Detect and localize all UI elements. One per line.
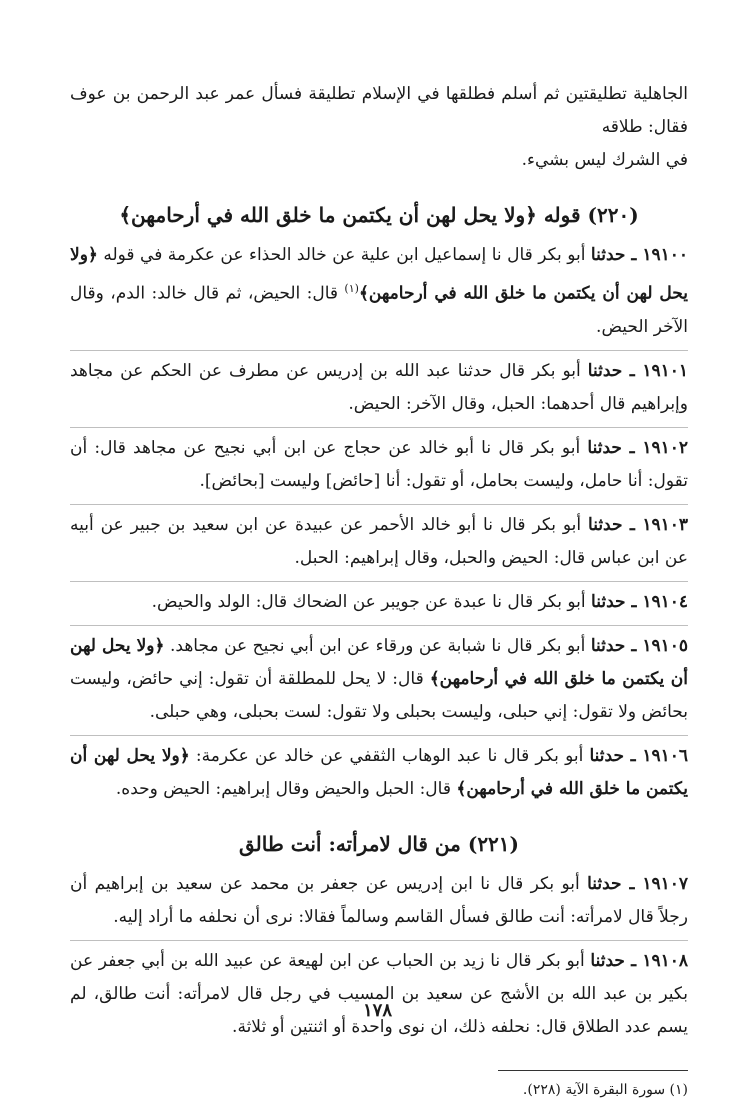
quran-quote: ﴿ولا يحل لهن أن يكتمن ما خلق الله في أرحامهن﴾: [70, 745, 688, 799]
footnote: (١) سورة البقرة الآية (٢٢٨).: [522, 1081, 688, 1098]
hadith-number: ١٩١٠٣ ـ حدثنا: [588, 514, 688, 535]
hadith-19102: [70, 432, 688, 498]
hadith-text-rest: قال: الحيض، ثم قال خالد: الدم، وقال الآخر الحيض.: [70, 283, 688, 337]
hadith-19108: [70, 945, 688, 1044]
hadith-number: ١٩١٠٥ ـ حدثنا: [590, 635, 688, 656]
hadith-text: أبو بكر قال نا زيد بن الحباب عن ابن لهيعة عن عبيد الله بن أبي جعفر عن بكير بن عبد الله بن الأشج عن سعيد بن المسيب في رجل قال لامرأته: أنت طالق، لم يسم عدد الطلاق قال: نحلفه ذلك، ان نوى واحدة أو اثنتين أو ثلاثة.: [70, 950, 688, 1037]
divider: [70, 504, 688, 505]
hadith-19107: [70, 868, 688, 934]
hadith-19103: [70, 509, 688, 575]
hadith-19105: [70, 630, 688, 729]
section-heading-220: (٢٢٠) قوله ﴿ولا يحل لهن أن يكتمن ما خلق الله في أرحامهن﴾: [119, 203, 639, 227]
hadith-number: ١٩١٠٧ ـ حدثنا: [587, 873, 689, 894]
intro-paragraph: [70, 78, 688, 177]
section-heading-221: (٢٢١) من قال لامرأته: أنت طالق: [238, 831, 520, 856]
hadith-number: ١٩١٠٦ ـ حدثنا: [589, 745, 689, 766]
hadith-text: أبو بكر قال نا عبدة عن جويبر عن الضحاك قال: الولد والحيض.: [151, 591, 592, 612]
hadith-text: أبو بكر قال نا إسماعيل ابن علية عن خالد الحذاء عن عكرمة في قوله: [97, 245, 591, 265]
hadith-19106: [70, 740, 688, 806]
divider: [70, 427, 688, 428]
divider: [70, 735, 688, 736]
hadith-text-rest: قال: الحبل والحيض وقال إبراهيم: الحيض وحده.: [115, 778, 457, 799]
hadith-text: أبو بكر قال حدثنا عبد الله بن إدريس عن مطرف عن الحكم عن مجاهد وإبراهيم قال أحدهما: الحبل، وقال الآخر: الحيض.: [70, 360, 688, 414]
footnote-divider: [498, 1070, 688, 1071]
hadith-number: ١٩١٠١ ـ حدثنا: [587, 360, 688, 381]
divider: [70, 581, 688, 582]
hadith-number: ١٩١٠٨ ـ حدثنا: [590, 950, 688, 971]
hadith-text-rest: قال: لا يحل للمطلقة أن تقول: إني حائض، وليست بحائض ولا تقول: إني حبلى، وليست بحبلى ولا تقول: لست بحبلى، وهي حبلى.: [70, 668, 688, 722]
page-number: ١٧٨: [362, 1000, 392, 1021]
hadith-number: ١٩١٠٠ ـ حدثنا: [590, 245, 688, 265]
intro-line-1: الجاهلية تطليقتين ثم أسلم فطلقها في الإسلام تطليقة فسأل عمر عبد الرحمن بن عوف فقال: طلاقه: [70, 84, 688, 137]
hadith-19104: [70, 586, 688, 619]
hadith-text: أبو بكر قال نا أبو خالد عن حجاج عن ابن أبي نجيح عن مجاهد قال: أن تقول: أنا حامل، وليست بحامل، أو تقول: أنا [حائض] وليست [بحائض].: [70, 437, 688, 491]
hadith-number: ١٩١٠٢ ـ حدثنا: [587, 437, 688, 458]
page-body: [70, 78, 688, 1101]
divider: [70, 350, 688, 351]
divider: [70, 940, 688, 941]
hadith-text: أبو بكر قال نا ابن إدريس عن جعفر بن محمد عن سعيد بن إبراهيم أن رجلاً قال لامرأته: أنت طالق فسأل القاسم وسالماً فقالا: نرى أن نحلفه ما أراد إليه.: [70, 873, 688, 927]
hadith-text: أبو بكر قال نا أبو خالد الأحمر عن عبيدة عن ابن سعيد بن جبير عن أبيه عن ابن عباس قال: الحيض والحبل، وقال إبراهيم: الحبل.: [70, 514, 688, 568]
hadith-number: ١٩١٠٤ ـ حدثنا: [591, 591, 688, 612]
quran-quote: ﴿ولا يحل لهن أن يكتمن ما خلق الله في أرحامهن﴾: [70, 245, 688, 304]
quran-quote: ﴿ولا يحل لهن أن يكتمن ما خلق الله في أرحامهن﴾: [70, 635, 688, 689]
hadith-text: أبو بكر قال نا عبد الوهاب الثقفي عن خالد عن عكرمة:: [189, 745, 590, 766]
hadith-text: أبو بكر قال نا شبابة عن ورقاء عن ابن أبي نجيح عن مجاهد.: [164, 635, 591, 656]
hadith-19100: [70, 239, 688, 344]
hadith-19101: [70, 355, 688, 421]
divider: [70, 625, 688, 626]
intro-line-2: في الشرك ليس بشيء.: [521, 150, 688, 170]
footnote-ref: (١): [344, 282, 359, 295]
